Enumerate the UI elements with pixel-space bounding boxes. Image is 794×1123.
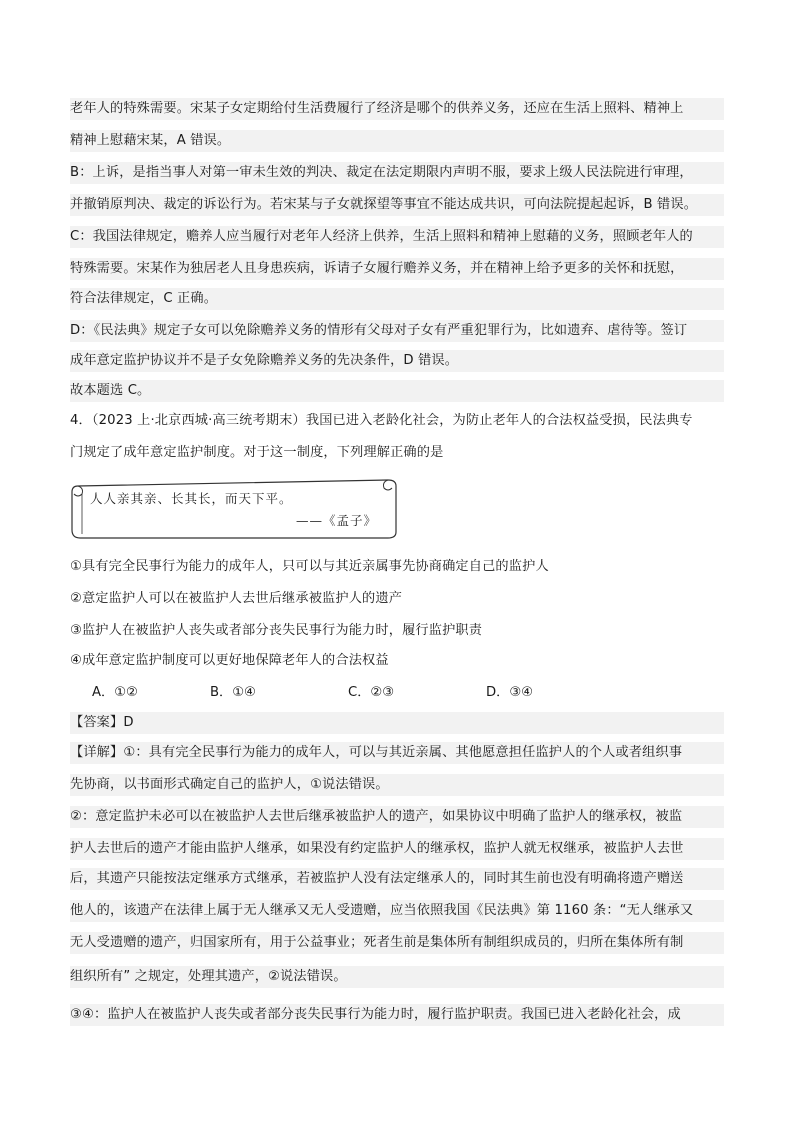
explanation-line: 无人受遗赠的遗产，归国家所有，用于公益事业；死者生前是集体所有制组织成员的，归所在集体所有制 (70, 932, 724, 954)
explanation-line: 先协商，以书面形式确定自己的监护人，①说法错误。 (70, 774, 724, 796)
option-d: D．③④ (486, 685, 533, 700)
explanation-line: ②：意定监护未必可以在被监护人去世后继承被监护人的遗产，如果协议中明确了监护人的继承权，被监 (70, 806, 724, 828)
answer-options (92, 682, 652, 704)
explanation-line: 护人去世后的遗产才能由监护人继承，如果没有约定监护人的继承权，监护人就无权继承，被监护人去世 (70, 838, 724, 860)
quote-source: ——《孟子》 (296, 513, 378, 528)
analysis-line: 并撤销原判决、裁定的诉讼行为。若宋某与子女就探望等事宜不能达成共识，可向法院提起起诉，B 错误。 (70, 194, 724, 216)
explanation-line: 后，其遗产只能按法定继承方式继承，若被监护人没有法定继承人的，同时其生前也没有明确将遗产赠送 (70, 868, 724, 890)
statement-item: ③监护人在被监护人丧失或者部分丧失民事行为能力时，履行监护职责 (70, 623, 483, 638)
option-c: C．②③ (348, 685, 395, 700)
statement-item: ②意定监护人可以在被监护人去世后继承被监护人的遗产 (70, 591, 403, 606)
option-a: A．①② (92, 685, 138, 700)
analysis-line: 精神上慰藉宋某，A 错误。 (70, 130, 724, 152)
analysis-line: 特殊需要。宋某作为独居老人且身患疾病，诉请子女履行赡养义务，并在精神上给予更多的关怀和抚慰， (70, 258, 724, 280)
explanation-line: 组织所有” 之规定，处理其遗产，②说法错误。 (70, 966, 724, 988)
statement-item: ①具有完全民事行为能力的成年人，只可以与其近亲属事先协商确定自己的监护人 (70, 559, 549, 574)
analysis-line: C：我国法律规定，赡养人应当履行对老年人经济上供养，生活上照料和精神上慰藉的义务，照顾老年人的 (70, 226, 724, 248)
option-b: B．①④ (210, 685, 256, 700)
answer-label: 【答案】D (70, 712, 724, 734)
explanation-line: 他人的，该遗产在法律上属于无人继承又无人受遗赠，应当依照我国《民法典》第 1160 条：“无人继承又 (70, 900, 724, 922)
explanation-line: ③④：监护人在被监护人丧失或者部分丧失民事行为能力时，履行监护职责。我国已进入老龄化社会，成 (70, 1004, 724, 1026)
analysis-line: 成年意定监护协议并不是子女免除赡养义务的先决条件，D 错误。 (70, 350, 724, 372)
analysis-line: 符合法律规定，C 正确。 (70, 288, 724, 310)
question-line: 门规定了成年意定监护制度。对于这一制度，下列理解正确的是 (70, 445, 444, 460)
analysis-line: 故本题选 C。 (70, 380, 724, 402)
analysis-line: 老年人的特殊需要。宋某子女定期给付生活费履行了经济是哪个的供养义务，还应在生活上照料、精神上 (70, 98, 724, 120)
analysis-line: B：上诉，是指当事人对第一审未生效的判决、裁定在法定期限内声明不服，要求上级人民法院进行审理， (70, 162, 724, 184)
statement-item: ④成年意定监护制度可以更好地保障老年人的合法权益 (70, 653, 389, 668)
analysis-line: D：《民法典》规定子女可以免除赡养义务的情形有父母对子女有严重犯罪行为，比如遗弃、虐待等。签订 (70, 320, 724, 342)
quote-scroll (70, 476, 400, 544)
question-line: 4．（2023 上·北京西城·高三统考期末）我国已进入老龄化社会，为防止老年人的合法权益受损，民法典专 (70, 413, 693, 428)
scroll-frame (70, 476, 400, 544)
quote-text: 人人亲其亲、长其长，而天下平。 (90, 491, 293, 506)
explanation-line: 【详解】①：具有完全民事行为能力的成年人，可以与其近亲属、其他愿意担任监护人的个人或者组织事 (70, 742, 724, 764)
